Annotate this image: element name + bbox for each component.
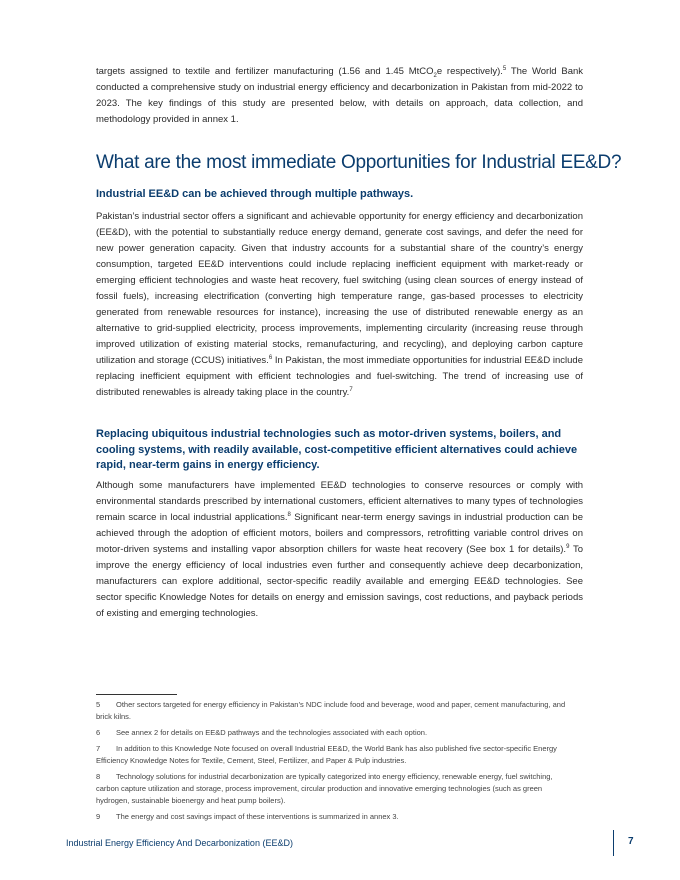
footnote xyxy=(96,743,576,767)
subheading-2-block xyxy=(96,427,583,474)
subheading-pathways: Industrial EE&D can be achieved through multiple pathways. xyxy=(96,188,414,200)
footnote-number: 6 xyxy=(96,728,101,737)
footnote xyxy=(96,727,576,739)
footnote xyxy=(96,699,576,723)
footer-divider xyxy=(613,830,614,856)
footnote-text: Other sectors targeted for energy efficiency in Pakistan’s NDC include food and beverage, wood and paper, cement manufacturing, and brick kilns. xyxy=(96,700,566,721)
footnote-text: See annex 2 for details on EE&D pathways and the technologies associated with each option. xyxy=(116,728,428,737)
intro-text-part3: The World Bank conducted a comprehensive study on industrial energy efficiency and decarbonization in Pakistan from mid-2022 to 2023. The key findings of this study are presented below, with details on approach, data collection, and methodology provided in annex 1. xyxy=(96,66,584,125)
footnote-ref-8: 8 xyxy=(287,511,291,518)
intro-text-part1: targets assigned to textile and fertilizer manufacturing (1.56 and 1.45 MtCO xyxy=(96,66,434,77)
footnote-divider xyxy=(96,694,177,695)
paragraph-2-part1: Although some manufacturers have implemented EE&D technologies to conserve resources or comply with environmental standards prescribed by international customers, efficient alternatives to many types of technologies remain scarce in local industrial applications. xyxy=(96,480,583,523)
intro-text-part2: e respectively). xyxy=(436,66,503,77)
footnote-number: 7 xyxy=(96,744,101,753)
paragraph-2-text xyxy=(96,478,583,622)
subheading-1-block xyxy=(96,187,583,203)
subheading-technologies: Replacing ubiquitous industrial technologies such as motor-driven systems, boilers, and cooling systems, with readily available, cost-competitive efficient alternatives could achieve rapid, near-term gains in energy efficiency. xyxy=(96,428,578,471)
paragraph-1 xyxy=(96,209,583,401)
page-number: 7 xyxy=(628,836,634,847)
intro-paragraph xyxy=(96,64,583,128)
co2-subscript: 2 xyxy=(433,72,437,79)
paragraph-2-part2: Significant near-term energy savings in industrial production can be achieved through the adoption of efficient motors, boilers and compressors, retrofitting variable control drives on motor-driven systems and installing vapor absorption chillers for waste heat recovery (See box 1 for details). xyxy=(96,512,583,555)
section-heading-block xyxy=(96,151,622,175)
intro-text xyxy=(96,64,583,128)
footnote-number: 8 xyxy=(96,772,101,781)
footnote xyxy=(96,771,576,807)
footnote-ref-6: 6 xyxy=(268,354,273,361)
paragraph-2 xyxy=(96,478,583,622)
paragraph-1-part1: Pakistan’s industrial sector offers a significant and achievable opportunity for energy efficiency and decarbonization (EE&D), with the potential to substantially reduce energy demand, generate cost savings, and defer the need for new power generation capacity. Given that industry accounts for a substantial share of the country’s energy consumption, targeted EE&D interventions could include replacing inefficient equipment with market-ready or emerging efficient technologies and waste heat recovery, fuel switching (using clean sources of energy instead of fossil fuels), increasing electrification (converting high temperature range, gas-based processes to electricity generated from renewable resources for instance), increasing the use of distributed renewable energy as an alternative to grid-supplied electricity, process improvements, implementing circularity (increasing reuse through improved utilization of existing material stocks, remanufacturing, and recycling), and deploying carbon capture utilization and storage (CCUS) initiatives. xyxy=(96,211,583,366)
paragraph-1-text xyxy=(96,209,583,401)
footnote-text: The energy and cost savings impact of these interventions is summarized in annex 3. xyxy=(116,812,399,821)
paragraph-1-part2: In Pakistan, the most immediate opportunities for industrial EE&D include replacing inefficient equipment with efficient technologies and fuel-switching. The trend of increasing use of distributed renewables is already taking place in the country. xyxy=(96,355,583,398)
footnote-ref-5: 5 xyxy=(502,65,507,72)
section-heading: What are the most immediate Opportunities for Industrial EE&D? xyxy=(96,152,622,173)
paragraph-2-part3: To improve the energy efficiency of local industries even further and consequently achieve deep decarbonization, manufacturers can explore additional, sector-specific readily available and emerging EE&D technologies. See sector specific Knowledge Notes for details on energy and emission savings, cost reductions, and payback periods of existing and emerging technologies. xyxy=(96,544,583,619)
footnote-ref-9: 9 xyxy=(566,543,570,550)
footnote-ref-7: 7 xyxy=(349,386,353,393)
footnote-number: 5 xyxy=(96,700,101,709)
footnote xyxy=(96,811,576,823)
footnote-text: Technology solutions for industrial decarbonization are typically categorized into energy efficiency, renewable energy, fuel switching, carbon capture utilization and storage, process improvement, circular production and innovative emerging technologies (such as green hydrogen, sustainable bioenergy and heat pump boilers). xyxy=(96,772,553,805)
footnote-text: In addition to this Knowledge Note focused on overall Industrial EE&D, the World Bank has also published five sector-specific Energy Efficiency Knowledge Notes for Textile, Cement, Steel, Fertilizer, and Paper & Pulp industries. xyxy=(96,744,557,765)
footnotes xyxy=(96,699,576,827)
footer-title: Industrial Energy Efficiency And Decarbonization (EE&D) xyxy=(66,838,293,848)
footnote-number: 9 xyxy=(96,812,101,821)
